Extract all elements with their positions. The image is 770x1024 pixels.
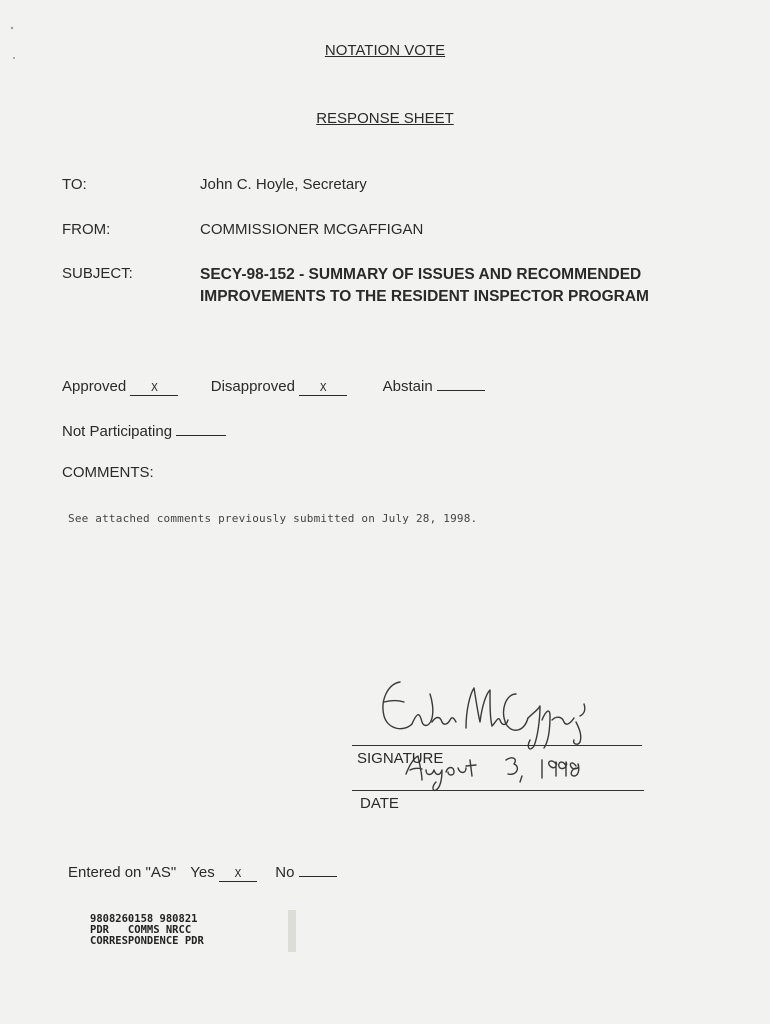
to-label: TO: xyxy=(62,176,87,193)
pdr-stamp xyxy=(90,914,204,947)
comments-label: COMMENTS: xyxy=(62,464,154,481)
date-label: DATE xyxy=(360,795,399,812)
comments-text: See attached comments previously submitted on July 28, 1998. xyxy=(68,512,478,525)
page-title: NOTATION VOTE xyxy=(324,42,446,59)
not-participating-blank[interactable] xyxy=(176,421,226,436)
entered-label: Entered on "AS" xyxy=(68,864,177,881)
stamp-line-2: PDR COMMS NRCC xyxy=(90,924,192,936)
no-blank[interactable] xyxy=(299,862,337,877)
abstain-blank[interactable] xyxy=(437,376,485,391)
not-participating-label: Not Participating xyxy=(62,423,173,440)
vote-row xyxy=(62,376,485,396)
no-label: No xyxy=(275,864,295,881)
from-value: COMMISSIONER MCGAFFIGAN xyxy=(200,221,424,238)
subject-value: SECY-98-152 - SUMMARY OF ISSUES AND RECOMMENDED IMPROVEMENTS TO THE RESIDENT INSPECTOR PROGRAM xyxy=(200,266,649,305)
not-participating-row xyxy=(62,421,226,440)
stamp-line-3: CORRESPONDENCE PDR xyxy=(90,935,204,947)
yes-label: Yes xyxy=(190,864,215,881)
from-label: FROM: xyxy=(62,221,111,238)
disapproved-label: Disapproved xyxy=(210,378,295,395)
approved-blank[interactable]: X xyxy=(130,381,178,396)
subject-label: SUBJECT: xyxy=(62,265,133,282)
abstain-label: Abstain xyxy=(382,378,433,395)
signature-line xyxy=(352,745,642,746)
approved-label: Approved xyxy=(62,378,127,395)
to-value: John C. Hoyle, Secretary xyxy=(200,176,367,193)
disapproved-blank[interactable]: X xyxy=(299,381,347,396)
scan-smudge xyxy=(288,910,296,952)
stamp-line-1: 9808260158 980821 xyxy=(90,913,198,925)
handwritten-signature xyxy=(370,670,610,810)
entered-row xyxy=(68,862,337,882)
signature-label: SIGNATURE xyxy=(357,750,444,767)
date-line xyxy=(352,790,644,791)
page-subtitle: RESPONSE SHEET xyxy=(316,110,454,127)
yes-blank[interactable]: X xyxy=(219,867,257,882)
